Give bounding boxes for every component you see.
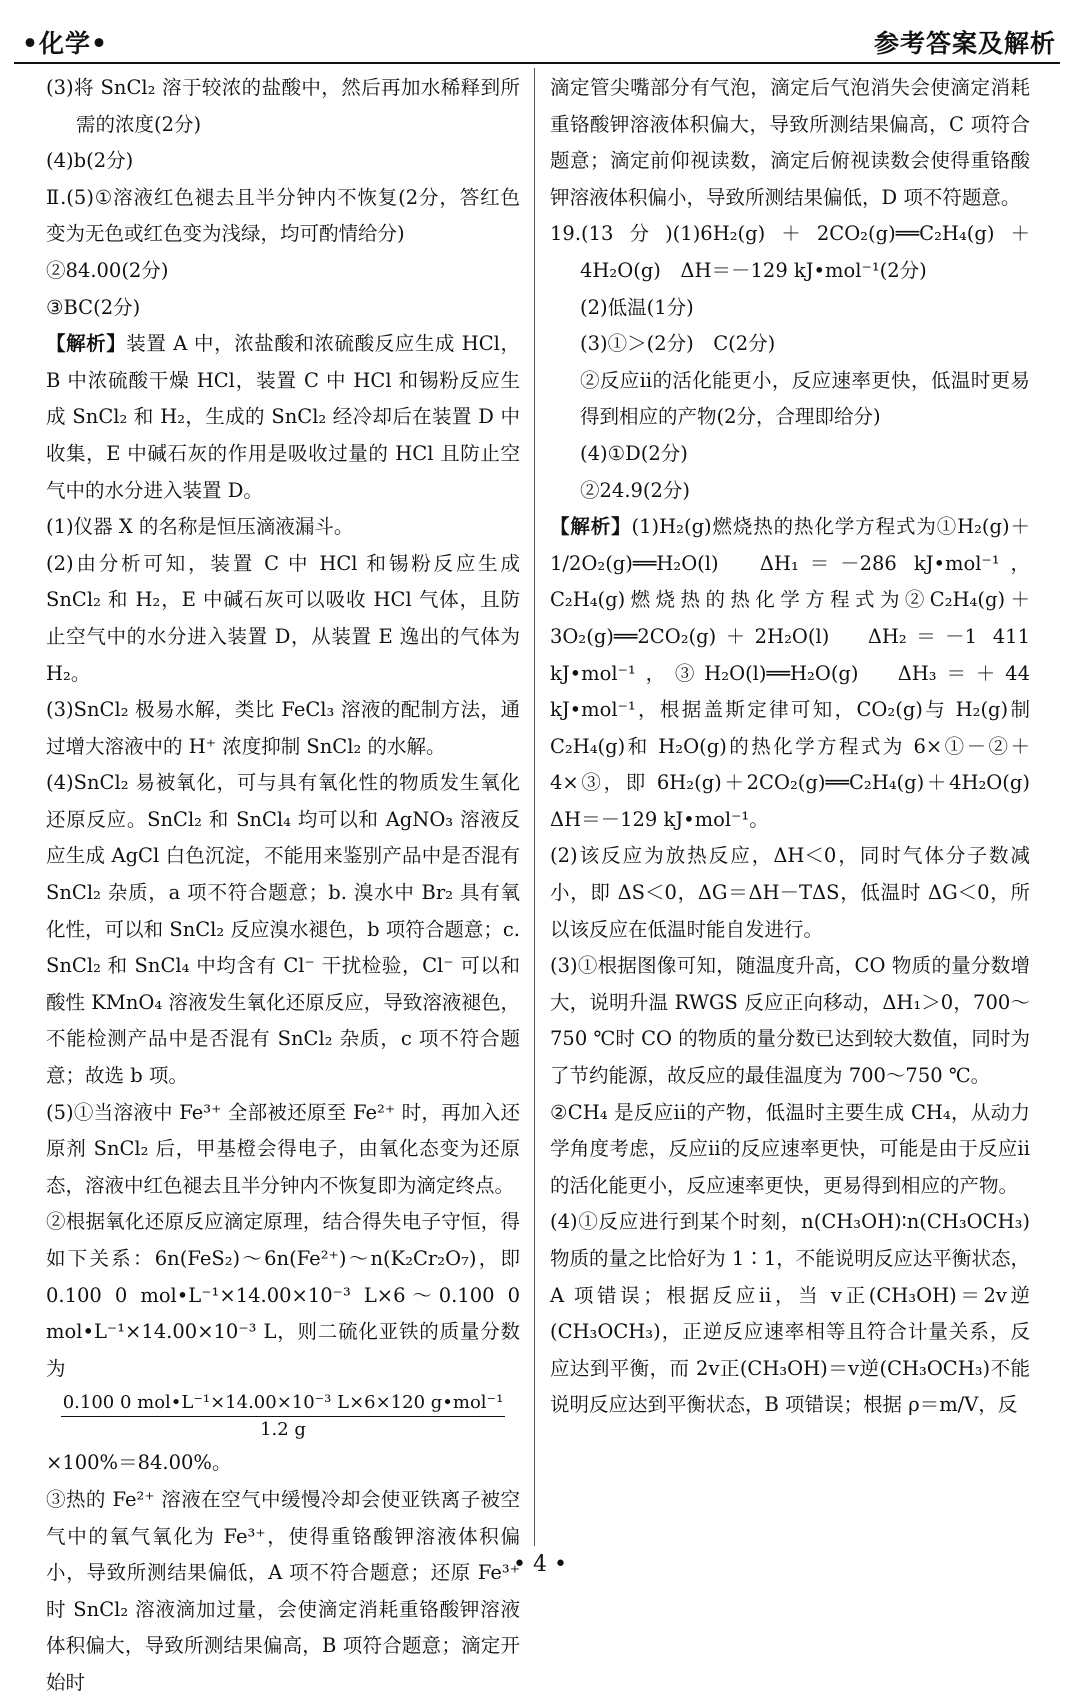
half-fraction: 1/2 (550, 551, 582, 575)
q19-answer-3: (3)①＞(2分) C(2分) (580, 332, 776, 356)
q19-analysis-3-2: ②CH₄ 是反应ⅱ的产物，低温时主要生成 CH₄，从动力学角度考虑，反应ⅱ的反应速率更快，可能是由于反应ⅱ的活化能更小，反应速率更快，更易得到相应的产物。 (550, 1100, 1030, 1197)
q19-answer-2: (2)低温(1分) (580, 295, 694, 319)
mass-fraction-formula (46, 1389, 520, 1443)
answer-4: (4)b(2分) (46, 149, 134, 173)
right-column (550, 70, 1050, 1424)
analysis-label: 【解析】 (46, 332, 127, 356)
fraction-numerator: 0.100 0 mol•L⁻¹×14.00×10⁻³ L×6×120 g•mol⁻¹ (61, 1390, 506, 1417)
analysis-5-3: ③热的 Fe²⁺ 溶液在空气中缓慢冷却会使亚铁离子被空气中的氧气氧化为 Fe³⁺，使得重铬酸钾溶液体积偏小，导致所测结果偏低，A 项不符合题意；还原 Fe³⁺ 时 SnCl₂ 溶液滴加过量，会使滴定消耗重铬酸钾溶液体积偏大，导致所测结果偏高，B 项符合题意；滴定开始时 (46, 1487, 520, 1694)
left-column (46, 70, 520, 1702)
fraction-denominator: 1.2 g (260, 1419, 306, 1441)
q19-analysis-4-1: (4)①反应进行到某个时刻，n(CH₃OH)∶n(CH₃OCH₃)物质的量之比恰好为 1∶1，不能说明反应达平衡状态，A 项错误；根据反应ⅱ，当 v正(CH₃OH)＝2v逆(CH₃OCH₃)，正逆反应速率相等且符合计量关系，反应达到平衡，而 2v正(CH₃OH)＝v逆(CH₃OCH₃)不能说明反应达到平衡状态，B 项错误；根据 ρ＝m/V，反 (550, 1210, 1030, 1417)
analysis-intro (46, 326, 520, 509)
analysis-intro-text: 装置 A 中，浓盐酸和浓硫酸反应生成 HCl，B 中浓硫酸干燥 HCl，装置 C 中 HCl 和锡粉反应生成 SnCl₂ 和 H₂，生成的 SnCl₂ 经冷却后在装置 D 中收集，E 中碱石灰的作用是吸收过量的 HCl 且防止空气中的水分进入装置 D。 (46, 332, 520, 502)
answer-II-5-2: ②84.00(2分) (46, 258, 169, 282)
q19-answer-4: (4)①D(2分) (580, 441, 688, 465)
q19-analysis-1-head: (1)H₂(g)燃烧热的热化学方程式为①H₂(g)＋ (631, 515, 1030, 539)
column-divider (534, 68, 535, 1546)
answer-II-5-3: ③BC(2分) (46, 295, 141, 319)
analysis-5-3-cont: 滴定管尖嘴部分有气泡，滴定后气泡消失会使滴定消耗重铬酸钾溶液体积偏大，导致所测结果偏高，C 项符合题意；滴定前仰视读数，滴定后俯视读数会使得重铬酸钾溶液体积偏小，导致所测结果偏低，D 项不符题意。 (550, 76, 1030, 209)
page-number: • 4 • (513, 1552, 567, 1577)
analysis-2: (2)由分析可知，装置 C 中 HCl 和锡粉反应生成 SnCl₂ 和 H₂，E 中碱石灰可以吸收 HCl 气体，且防止空气中的水分进入装置 D，从装置 E 逸出的气体为 H₂。 (46, 551, 520, 685)
q19-analysis-1-body: O₂(g)══H₂O(l) ΔH₁＝－286 kJ•mol⁻¹，C₂H₄(g)燃烧热的热化学方程式为②C₂H₄(g)＋3O₂(g)══2CO₂(g)＋2H₂O(l) ΔH₂＝－1 411 kJ•mol⁻¹，③H₂O(l)══H₂O(g) ΔH₃＝＋44 kJ•mol⁻¹，根据盖斯定律可知，CO₂(g)与 H₂(g)制 C₂H₄(g)和 H₂O(g)的热化学方程式为 6×①－②＋4×③，即 6H₂(g)＋2CO₂(g)══C₂H₄(g)＋4H₂O(g) ΔH＝－129 kJ•mol⁻¹。 (550, 551, 1050, 831)
q19-analysis-1 (550, 509, 1050, 838)
q19-answer-1: 19.(13分)(1)6H₂(g)＋2CO₂(g)══C₂H₄(g)＋4H₂O(g) ΔH＝－129 kJ•mol⁻¹(2分) (550, 222, 1030, 282)
subject-label: •化学• (22, 29, 108, 58)
analysis-3: (3)SnCl₂ 极易水解，类比 FeCl₃ 溶液的配制方法，通过增大溶液中的 H⁺ 浓度抑制 SnCl₂ 的水解。 (46, 698, 520, 758)
analysis-5-1: (5)①当溶液中 Fe³⁺ 全部被还原至 Fe²⁺ 时，再加入还原剂 SnCl₂ 后，甲基橙会得电子，由氧化态变为还原态，溶液中红色褪去且半分钟内不恢复即为滴定终点。 (46, 1100, 520, 1197)
answer-3: (3)将 SnCl₂ 溶于较浓的盐酸中，然后再加水稀释到所需的浓度(2分) (46, 76, 520, 136)
header-title: 参考答案及解析 (873, 29, 1056, 58)
q19-analysis-label: 【解析】 (550, 515, 632, 539)
analysis-5-2-result: ×100%＝84.00%。 (46, 1451, 232, 1475)
analysis-4: (4)SnCl₂ 易被氧化，可与具有氧化性的物质发生氧化还原反应。SnCl₂ 和 SnCl₄ 均可以和 AgNO₃ 溶液反应生成 AgCl 白色沉淀，不能用来鉴别产品中是否混有 SnCl₂ 杂质，a 项不符合题意；b. 溴水中 Br₂ 具有氧化性，可以和 SnCl₂ 反应溴水褪色，b 项符合题意；c. SnCl₂ 和 SnCl₄ 中均含有 Cl⁻ 干扰检验，Cl⁻ 可以和酸性 KMnO₄ 溶液发生氧化还原反应，导致溶液褪色，不能检测产品中是否混有 SnCl₂ 杂质，c 项不符合题意；故选 b 项。 (46, 771, 520, 1088)
analysis-1: (1)仪器 X 的名称是恒压滴液漏斗。 (46, 515, 354, 539)
q19-analysis-3-1: (3)①根据图像可知，随温度升高，CO 物质的量分数增大，说明升温 RWGS 反应正向移动，ΔH₁＞0，700～750 ℃时 CO 的物质的量分数已达到较大数值，同时为了节约能源，故反应的最佳温度为 700～750 ℃。 (550, 954, 1030, 1088)
page-header (14, 20, 1060, 64)
q19-analysis-2: (2)该反应为放热反应，ΔH＜0，同时气体分子数减小，即 ΔS＜0，ΔG＝ΔH－TΔS，低温时 ΔG＜0，所以该反应在低温时能自发进行。 (550, 844, 1030, 941)
q19-answer-3-2: ②反应ⅱ的活化能更小，反应速率更快，低温时更易得到相应的产物(2分，合理即给分) (580, 368, 1030, 429)
q19-answer-4-2: ②24.9(2分) (580, 478, 691, 502)
answer-II-5-1: Ⅱ.(5)①溶液红色褪去且半分钟内不恢复(2分，答红色变为无色或红色变为浅绿，均可酌情给分) (46, 185, 520, 246)
analysis-5-2: ②根据氧化还原反应滴定原理，结合得失电子守恒，得如下关系：6n(FeS₂)～6n(Fe²⁺)～n(K₂Cr₂O₇)，即 0.100 0 mol•L⁻¹×14.00×10⁻³ L×6～0.100 0 mol•L⁻¹×14.00×10⁻³ L，则二硫化亚铁的质量分数为 (46, 1210, 520, 1380)
